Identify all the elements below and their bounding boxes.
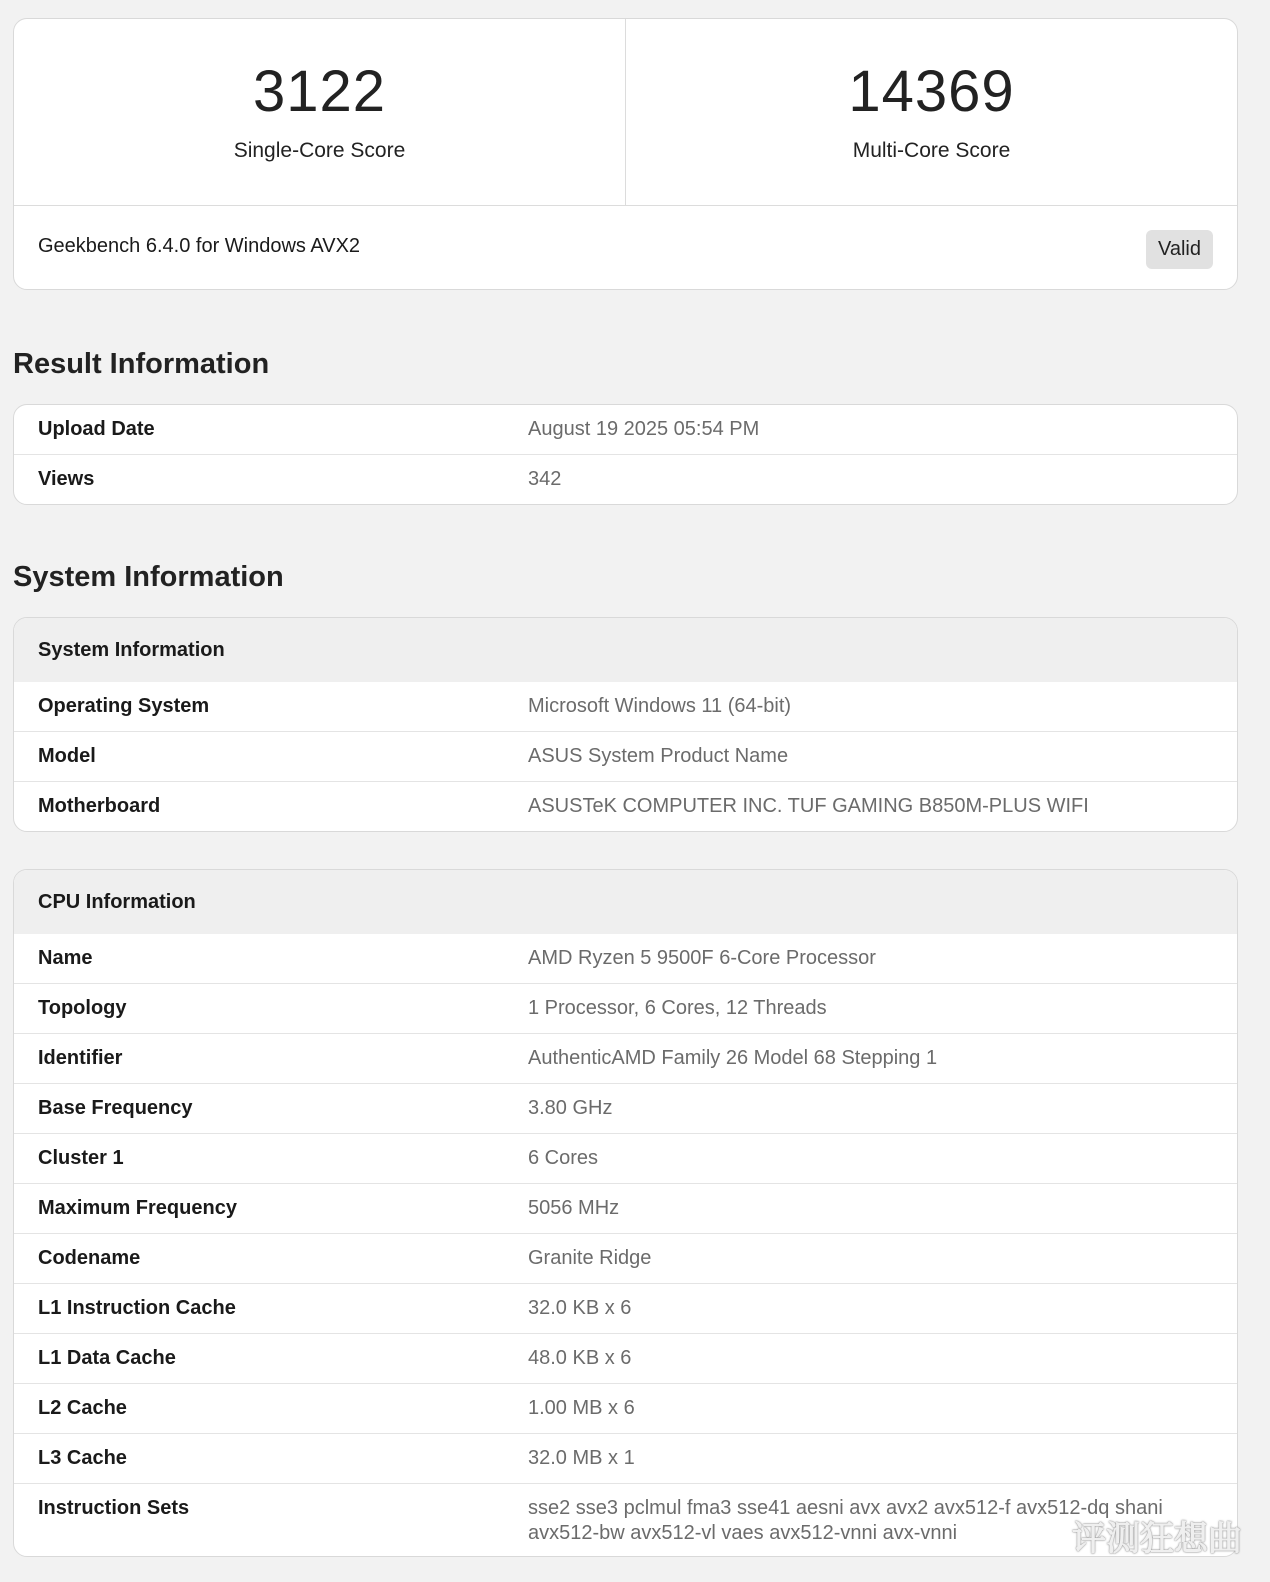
system-information-card [13,617,1238,832]
multi-core-value: 14369 [848,59,1015,124]
card-title: CPU Information [14,870,1237,934]
table-row [14,1384,1237,1434]
row-label: Base Frequency [14,1084,504,1134]
row-value: Granite Ridge [504,1234,1237,1284]
table-row [14,1334,1237,1384]
row-label: Codename [14,1234,504,1284]
single-core-score [14,19,625,205]
table-row [14,984,1237,1034]
row-label: Identifier [14,1034,504,1084]
table-row [14,1034,1237,1084]
row-value: 6 Cores [504,1134,1237,1184]
single-core-label: Single-Core Score [233,139,406,162]
table-row [14,405,1237,455]
table-row [14,1434,1237,1484]
row-label: Operating System [38,695,210,717]
table-row [14,1284,1237,1334]
result-information-heading: Result Information [13,348,270,380]
row-value: ASUS System Product Name [504,732,1237,782]
instruction-sets-line-1: sse2 sse3 pclmul fma3 sse41 aesni avx avx2 avx512-f avx512-dq shani [528,1497,1163,1519]
table-row [14,1484,1237,1557]
result-information-card [13,404,1238,505]
row-label: L1 Instruction Cache [14,1284,504,1334]
status-badge: Valid [1146,230,1213,269]
multi-core-score [625,19,1237,205]
row-label: Upload Date [38,418,155,440]
single-core-value: 3122 [252,59,387,124]
instruction-sets-line-2: avx512-bw avx512-vl vaes avx512-vnni avx-vnni [528,1522,958,1544]
row-label: Name [38,947,93,969]
row-label: Motherboard [14,782,504,832]
row-value: August 19 2025 05:54 PM [528,418,760,440]
table-row [14,1234,1237,1284]
row-value: 48.0 KB x 6 [504,1334,1237,1384]
row-label: Views [14,455,504,505]
row-label: Cluster 1 [14,1134,504,1184]
table-row [14,1134,1237,1184]
row-label: L3 Cache [14,1434,504,1484]
row-label: L2 Cache [14,1384,504,1434]
table-row [14,1184,1237,1234]
version-row [14,206,1237,290]
row-value: AMD Ryzen 5 9500F 6-Core Processor [528,947,876,969]
row-value: 1.00 MB x 6 [504,1384,1237,1434]
row-value: 3.80 GHz [504,1084,1237,1134]
row-value: Microsoft Windows 11 (64-bit) [528,695,792,717]
system-information-heading: System Information [13,561,284,593]
row-value: 32.0 KB x 6 [504,1284,1237,1334]
table-row [14,1084,1237,1134]
row-value: AuthenticAMD Family 26 Model 68 Stepping 1 [504,1034,1237,1084]
score-card [13,18,1238,290]
system-information-table [14,682,1237,831]
row-label: Topology [14,984,504,1034]
row-label: Model [14,732,504,782]
row-value: 5056 MHz [504,1184,1237,1234]
row-value: 342 [504,455,1237,505]
result-information-table [14,405,1237,504]
table-row [14,732,1237,782]
row-label: Maximum Frequency [14,1184,504,1234]
cpu-information-card [13,869,1238,1557]
row-value: ASUSTeK COMPUTER INC. TUF GAMING B850M-PLUS WIFI [504,782,1237,832]
cpu-information-table [14,934,1237,1556]
table-row [14,455,1237,505]
row-label: Instruction Sets [14,1484,504,1557]
row-label: L1 Data Cache [14,1334,504,1384]
table-row [14,682,1237,732]
watermark: 评测狂想曲 [1072,1519,1242,1559]
row-value: 1 Processor, 6 Cores, 12 Threads [504,984,1237,1034]
benchmark-version: Geekbench 6.4.0 for Windows AVX2 [38,235,361,257]
table-row [14,782,1237,832]
scores-row [14,19,1237,206]
table-row [14,934,1237,984]
row-value: 32.0 MB x 1 [504,1434,1237,1484]
multi-core-label: Multi-Core Score [852,139,1011,162]
card-title: System Information [14,618,1237,682]
